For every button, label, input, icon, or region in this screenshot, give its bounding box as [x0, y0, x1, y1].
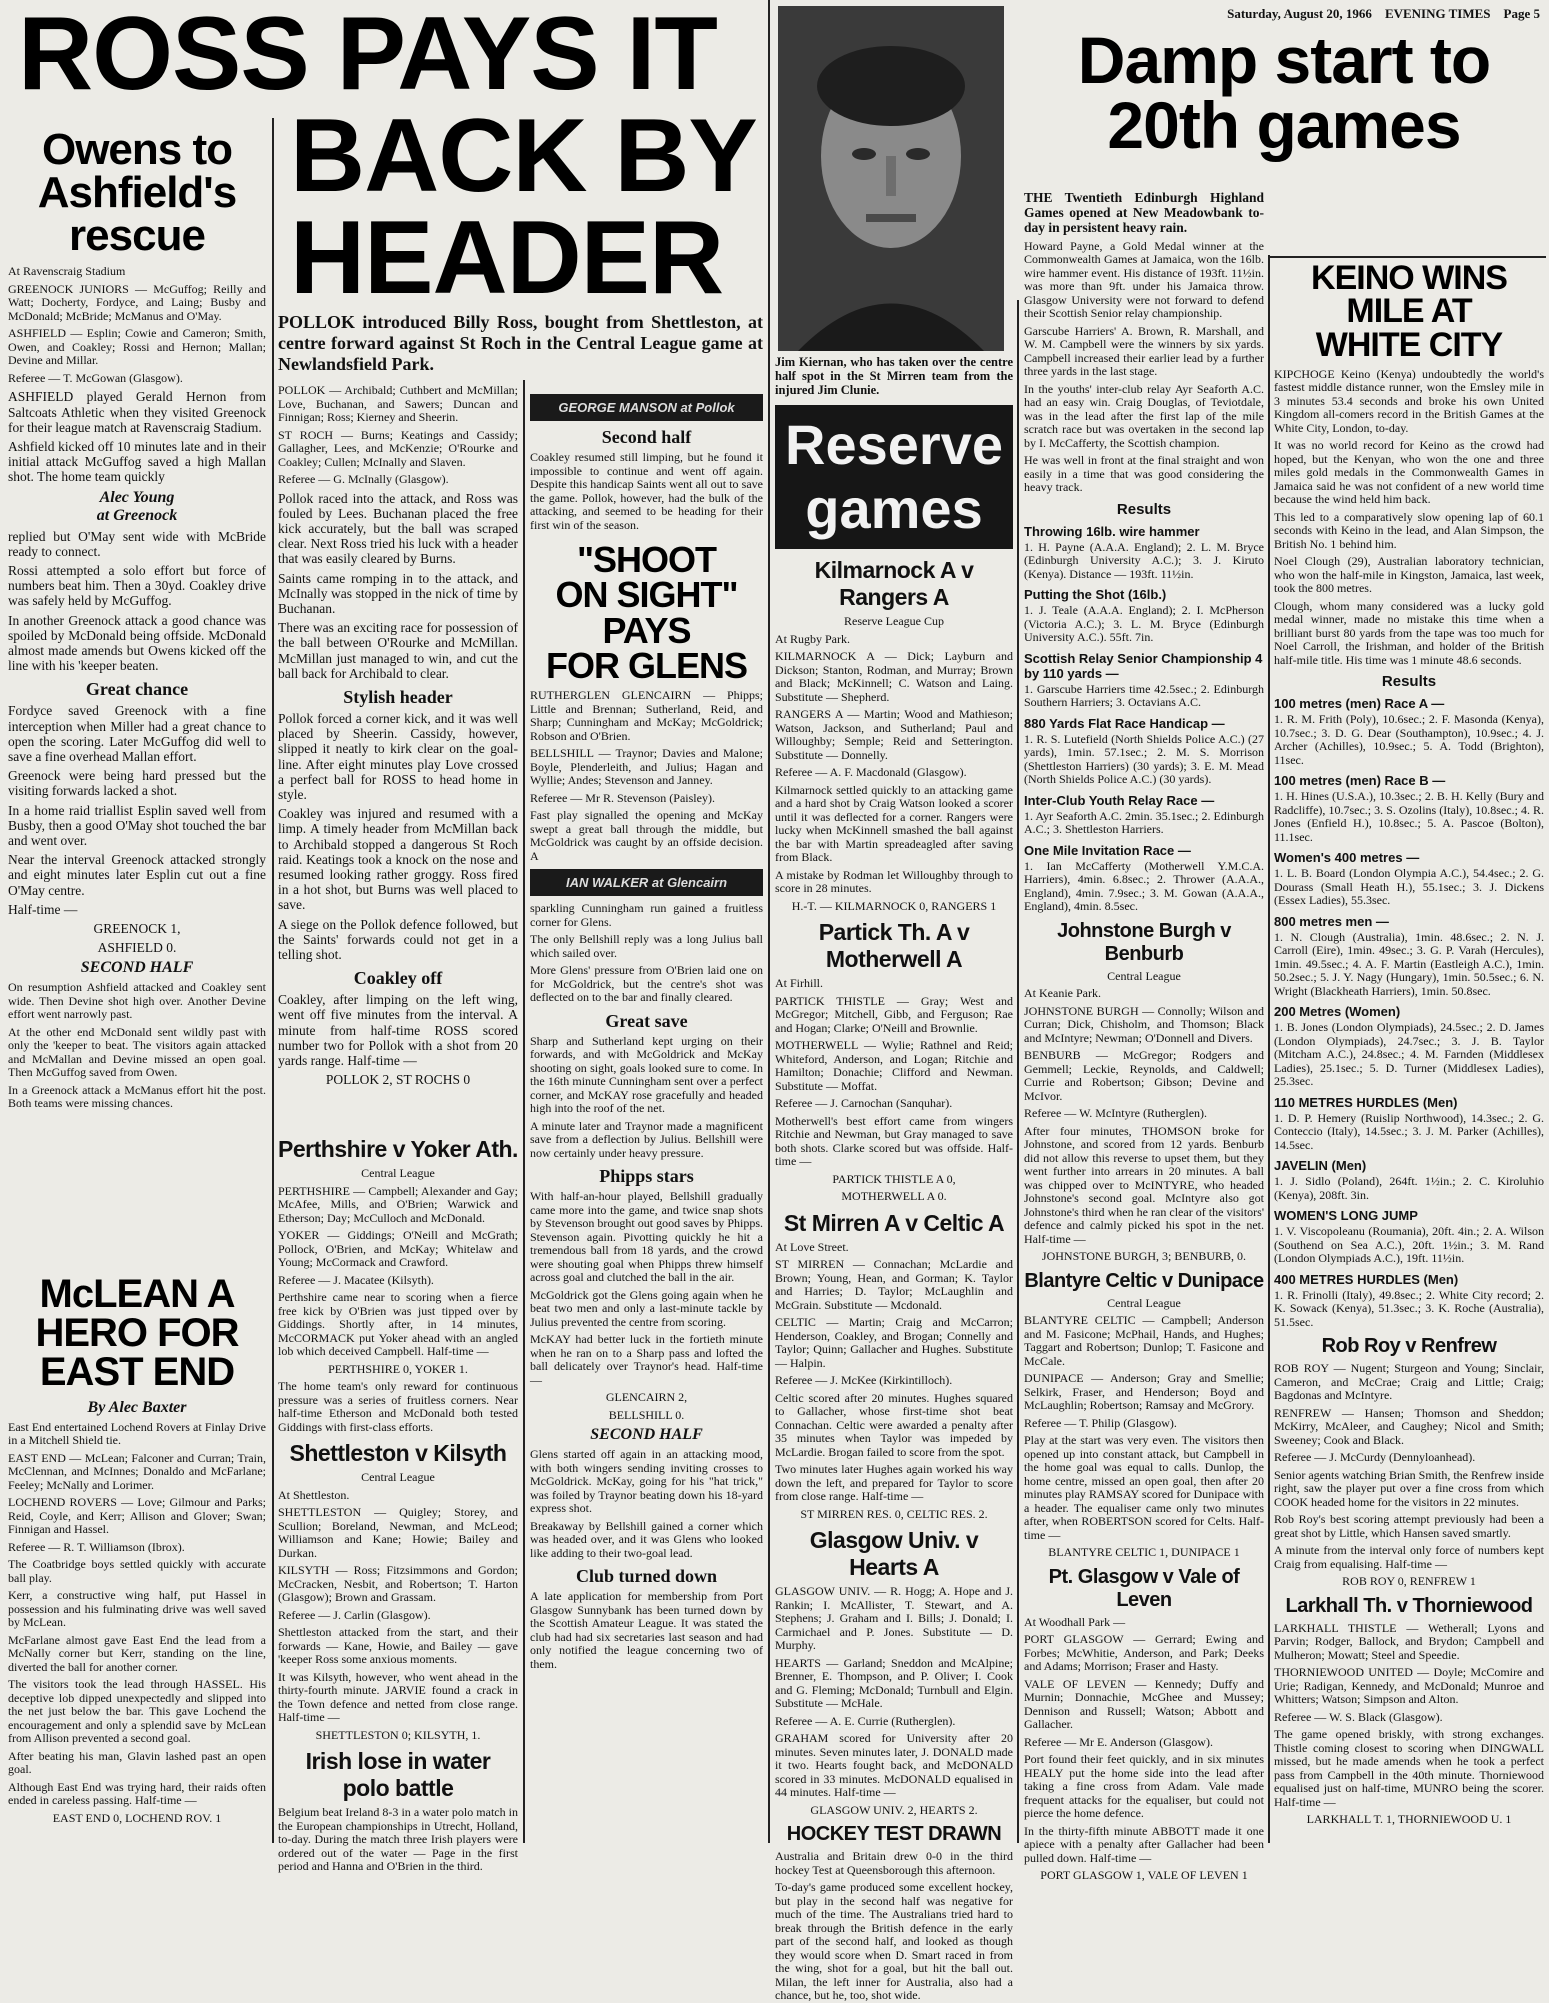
column-rule [1017, 300, 1019, 1843]
main-headline-line-1: ROSS PAYS IT [18, 0, 717, 112]
manson-para: Coakley resumed still limping, but he found it impossible to continue and went off again. Despite this handicap Saints went all out to save the game. Pollok, however, had the bulk of the attacking, and seemed to be heading for their first win of the season. [530, 450, 763, 532]
kilmarnock-dateline: At Rugby Park. [775, 631, 850, 646]
glasgowuniv-team-2: HEARTS — Garland; Sneddon and McAlpine; Brenner, E. Thompson, and P. Oliver; I. Cook and G. Fleming; McDonald; Turnbull and Elgin. Substitute — McHale. [775, 1655, 1013, 1710]
column-5 [1024, 190, 1264, 1883]
keino-para: Clough, whom many considered was a lucky gold medal winner, made no mistake this time when a brilliant burst 80 yards from the tape was too much for Noel Carroll, the Irishman, and holder of the British half-mile title. His time was 1 minute 48.6 seconds. [1274, 598, 1544, 667]
partick-team-2: MOTHERWELL — Wylie; Rathnel and Reid; Whiteford, Anderson, and Logan; Ritchie and Hamilton; Donachie; Clifford and Newman. Substitute — Moffat. [775, 1038, 1013, 1093]
keino-para: It was no world record for Keino as the crowd had hoped, but the Kenyan, who won the one and three miles gold medals in the Commonwealth Games in Jamaica said he was not confident of a new world time because the wind held him back. [1274, 438, 1544, 507]
damp-results-list [1024, 524, 1264, 914]
mclean-headline-2: HERO FOR [35, 1311, 239, 1356]
shoot-score-1: GLENCAIRN 2, [605, 1390, 688, 1405]
kilmarnock-referee: Referee — A. F. Macdonald (Glasgow). [775, 765, 967, 779]
player-photo [778, 6, 1004, 351]
shettleston-para: It was Kilsyth, however, who went ahead in the thirty-fourth minute. JARVIE found a crack in the Town defence and netted from close range. Half-time — [278, 1669, 518, 1724]
pollok-referee: Referee — G. McInally (Glasgow). [278, 472, 449, 486]
keino-result-event: 200 Metres (Women) [1274, 1004, 1401, 1020]
robroy-para: Senior agents watching Brian Smith, the Renfrew inside right, saw the player put over a fine cross from which COOK headed home for the visitors in 22 minutes. [1274, 1467, 1544, 1509]
mclean-para: Although East End was trying hard, their raids often ended in careless passing. Half-time — [8, 1779, 266, 1808]
shettleston-team-1: SHETTLESTON — Quigley; Storey, and Scullion; Boreland, Newman, and McLeod; Williamson and Kane; Howie; Bailey and Durkan. [278, 1505, 518, 1560]
masthead-paper: EVENING TIMES [1384, 6, 1491, 21]
keino-result-event: 800 metres men — [1274, 913, 1389, 929]
keino-result-text: 1. J. Sidlo (Poland), 264ft. 1½in.; 2. C. Kiroluhio (Kenya), 208ft. 3in. [1274, 1174, 1544, 1202]
owens-score-ht-2: ASHFIELD 0. [97, 940, 177, 956]
johnstone-head: Johnstone Burgh v Benburb [1057, 919, 1231, 965]
mclean-article [8, 1272, 266, 1840]
damp-headline-2: 20th games [1107, 87, 1461, 162]
shoot-second-half: SECOND HALF [590, 1426, 703, 1444]
kilmarnock-league: Reserve League Cup [844, 614, 944, 628]
shoot-para: Glens started off again in an attacking mood, with both wingers sending inviting crosses to McGoldrick. McKay, going for his "hat trick," was foiled by Traynor beating down his 18-yard express shot. [530, 1447, 763, 1516]
club-crosshead: Club turned down [575, 1566, 718, 1587]
blantyre-score: BLANTYRE CELTIC 1, DUNIPACE 1 [1048, 1545, 1240, 1560]
pollok-para: Pollok raced into the attack, and Ross was fouled by Lees. Buchanan placed the free kick accurately, but the ball was scraped clear. Next Ross tried his luck with a header that was easily cleared by Burns. [278, 490, 518, 567]
johnstone-league: Central League [1107, 968, 1181, 983]
mclean-para: The Coatbridge boys settled quickly with accurate ball play. [8, 1557, 266, 1585]
glasgowuniv-referee: Referee — A. E. Currie (Rutherglen). [775, 1713, 956, 1728]
johnstone-dateline: At Keanie Park. [1024, 986, 1101, 1001]
keino-result-event: 400 METRES HURDLES (Men) [1274, 1271, 1459, 1287]
irish-head-2: polo battle [342, 1775, 454, 1801]
owens-article [8, 125, 266, 1268]
keino-headline-2: MILE AT [1346, 292, 1472, 331]
mclean-team-2: LOCHEND ROVERS — Love; Gilmour and Parks; Reid, Coyle, and Kerr; Allison and Glover; Swan; Finnigan and Hassel. [8, 1495, 266, 1537]
pollok-team-2: ST ROCH — Burns; Keatings and Cassidy; Gallagher, Lees, and McKenzie; O'Rourke and Coakley; Cullen; McInally and Slaven. [278, 427, 518, 469]
damp-results-head: Results [1116, 500, 1172, 518]
keino-result-text: 1. L. B. Board (London Olympia A.C.), 54.4sec.; 2. G. Dourass (Small Heath H.), 55.1sec.; 3. J. Dickens (Essex Ladies), 55.3sec. [1274, 866, 1544, 908]
shettleston-para: Shettleston attacked from the start, and their forwards — Kane, Howie, and Bailey — gave 'keeper Ross some anxious moments. [278, 1625, 518, 1666]
owens-crosshead: Great chance [85, 679, 189, 700]
robroy-score: ROB ROY 0, RENFREW 1 [1342, 1574, 1476, 1589]
partick-head: Partick Th. A v Motherwell A [818, 919, 970, 972]
keino-para: Noel Clough (29), Australian laboratory technician, who won the half-mile in Kingston, Jamaica, last week, took the 800 metres. [1274, 554, 1544, 596]
damp-result-text: 1. J. Teale (A.A.A. England); 2. I. McPherson (Victoria A.C.); 3. L. M. Bryce (Edinburgh University A.C.). 55ft. 7in. [1024, 603, 1264, 645]
perthshire-league: Central League [361, 1166, 435, 1180]
stmirren-team-1: ST MIRREN — Connachan; McLardie and Brown; Young, Hean, and Gorman; K. Taylor and Harries; D. Taylor; McLaughlin and McGrain. Substitute — Mcdonald. [775, 1257, 1013, 1312]
shoot-para: Breakaway by Bellshill gained a corner which was headed over, and it was Glens who looked like adding to their two-goal lead. [530, 1518, 763, 1560]
perthshire-team-2: YOKER — Giddings; O'Neill and McGrath; Pollock, O'Brien, and McKay; Whitelaw and Young; McCormack and Crawford. [278, 1228, 518, 1269]
kilmarnock-para: Kilmarnock settled quickly to an attacking game and a hard shot by Craig Watson looked a scorer until it was deflected for a corner. Rangers were lucky when McKinnell smashed the ball against the bar with Martin spreadeagled after saving from Black. [775, 782, 1013, 864]
damp-result-text: 1. H. Payne (A.A.A. England); 2. L. M. Bryce (Edinburgh University A.C.); 3. J. Kiruto (Kenya). Distance — 193ft. 11½in. [1024, 539, 1264, 581]
owens-para: On resumption Ashfield attacked and Coakley sent wide. Then Devine shot high over. Another Devine effort went narrowly past. [8, 980, 266, 1022]
ptglasgow-team-1: PORT GLASGOW — Gerrard; Ewing and Forbes; McWhitie, Anderson, and Park; Deeks and Adams; Morrison; Fraser and Hasty. [1024, 1632, 1264, 1674]
mclean-para: McFarlane almost gave East End the lead from a McNally corner but Kerr, standing on the line, diverted the ball for another corner. [8, 1632, 266, 1674]
ptglasgow-para: In the thirty-fifth minute ABBOTT made it one apiece with a penalty after Gallacher had been pulled down. Half-time — [1024, 1823, 1264, 1865]
mclean-para: The visitors took the lead through HASSEL. His deceptive lob dipped unexpectedly and slipped into the net just below the bar. This gave Lochend the encouragement and only a splendid save by McLean from Allison prevented a second goal. [8, 1677, 266, 1746]
robroy-team-1: ROB ROY — Nugent; Sturgeon and Young; Sinclair, Cameron, and McCrae; Craig and Little; Craig; Bagdonas and McIntyre. [1274, 1361, 1544, 1403]
blantyre-team-1: BLANTYRE CELTIC — Campbell; Anderson and M. Fasicone; McPhail, Hands, and Hughes; Taggart and Robertson; Dunlop; T. Fasicone and McCale. [1024, 1313, 1264, 1368]
perthshire-para: Perthshire came near to scoring when a fierce free kick by O'Brien was just tipped over by Giddings. Shortly after, in 14 minutes, McCORMACK put Yoker ahead with an angled lob which deceived Campbell. Half-time — [278, 1290, 518, 1358]
shoot-para: More Glens' pressure from O'Brien laid one on for McGoldrick, but the centre's shot was deflected on to the bar and finally cleared. [530, 963, 763, 1005]
owens-referee: Referee — T. McGowan (Glasgow). [8, 370, 183, 385]
owens-team-1: GREENOCK JUNIORS — McGuffog; Reilly and Watt; Docherty, Fordyce, and Laing; Busby and McDonald; McBride; McManus and O'May. [8, 281, 266, 323]
shoot-headline-1: "SHOOT [576, 539, 717, 580]
club-para: A late application for membership from Port Glasgow Sunnybank has been turned down by the Scottish Amateur League. It was stated the club had had six secretaries last season and had only notified the league concerning two of them. [530, 1589, 763, 1671]
owens-para: In another Greenock attack a good chance was spoiled by McDonald being offside. McDonald almost made amends but Owens kicked off the line with his 'keeper beaten. [8, 612, 266, 674]
masthead-page: Page 5 [1503, 6, 1540, 21]
column-2-lower [278, 1130, 518, 1873]
mclean-para: Kerr, a constructive wing half, put Hassel in possession and his fulminating drive was well saved by McLean. [8, 1588, 266, 1630]
johnstone-team-1: JOHNSTONE BURGH — Connolly; Wilson and Curran; Dick, Chisholm, and Thomson; Black and McIntyre; Newman; O'Donnell and Divers. [1024, 1003, 1264, 1045]
pollok-para: Pollok forced a corner kick, and it was well placed by Sheerin. Cassidy, however, slipped it neatly to kirk clear on the goal-line. After eight minutes play Love crossed a perfect ball for ROSS to head home in style. [278, 710, 518, 802]
keino-result-text: 1. D. P. Hemery (Ruislip Northwood), 14.3sec.; 2. G. Conteccio (Italy), 14.5sec.; 3. J. M. Parker (Achilles), 14.5sec. [1274, 1110, 1544, 1152]
column-rule [523, 380, 525, 1843]
kilmarnock-team-2: RANGERS A — Martin; Wood and Mathieson; Watson, Jackson, and Sutherland; Paul and Willoughby; Semple; Reid and Setterington. Substitute — Donnelly. [775, 707, 1013, 762]
damp-headline-1: Damp start to [1077, 23, 1491, 97]
damp-result-event: Putting the Shot (16lb.) [1024, 587, 1167, 603]
damp-para: THE Twentieth Edinburgh Highland Games opened at New Meadowbank to-day in persistent heavy rain. [1024, 190, 1264, 236]
pollok-para: There was an exciting race for possession of the ball between O'Rourke and McMillan. McMillan just managed to win, and cut the ball back for Archibald to clear. [278, 620, 518, 681]
owens-team-2: ASHFIELD — Esplin; Cowie and Cameron; Smith, Owen, and Coakley; Rossi and Hernon; Mallan; Devine and Millar. [8, 326, 266, 368]
blantyre-head: Blantyre Celtic v Dunipace [1024, 1269, 1264, 1292]
keino-result-event: 100 metres (men) Race B — [1274, 773, 1446, 789]
damp-result-event: Scottish Relay Senior Championship 4 by 110 yards — [1024, 650, 1263, 681]
mclean-intro: East End entertained Lochend Rovers at Finlay Drive in a Mitchell Shield tie. [8, 1419, 266, 1448]
pollok-intro-text: POLLOK introduced Billy Ross, bought from Shettleston, at centre forward against St Roch in the Central League game at Newlandsfield Park. [278, 312, 763, 374]
reserve-line-2: games [805, 477, 983, 540]
kilmarnock-head: Kilmarnock A v Rangers A [814, 557, 974, 610]
mclean-score: EAST END 0, LOCHEND ROV. 1 [52, 1810, 222, 1825]
damp-result-text: 1. Garscube Harriers time 42.5sec.; 2. Edinburgh Southern Harriers; 3. Octavians A.C. [1024, 681, 1264, 710]
owens-headline-3: rescue [69, 211, 205, 261]
shoot-para: Sharp and Sutherland kept urging on their forwards, and with McGoldrick and McKay shooting on sight, goals looked sure to come. In the 16th minute Cunningham sent over a perfect corner, and McKAY rose gracefully and headed high into the roof of the net. [530, 1033, 763, 1116]
keino-result-text: 1. R. Frinolli (Italy), 49.8sec.; 2. White City record; 2. K. Sowack (Kenya), 51.3sec.; 3. K. Roche (Australia), 51.5sec. [1274, 1287, 1544, 1329]
damp-result-text: 1. Ayr Seaforth A.C. 2min. 35.1sec.; 2. Edinburgh A.C.; 3. Shettleston Harriers. [1024, 808, 1264, 837]
glasgowuniv-team-1: GLASGOW UNIV. — R. Hogg; A. Hope and J. Rankin; I. McAllister, T. Stewart, and A. Stephens; J. Graham and I. Bills; J. Donald; I. Carmichael and P. Jones. Substitute — D. Murphy. [775, 1584, 1013, 1652]
mclean-para: After beating his man, Glavin lashed past an open goal. [8, 1748, 266, 1777]
masthead-line [1022, 6, 1540, 22]
shoot-para: Fast play signalled the opening and McKay swept a great ball through the middle, but McGoldrick was caught by an offside decision. A [530, 808, 763, 863]
shettleston-head: Shettleston v Kilsyth [289, 1440, 507, 1466]
ptglasgow-team-2: VALE OF LEVEN — Kennedy; Duffy and Murnin; Donnachie, McGhee and Mussey; Dennison and Russell; Watson; Abbott and Gallacher. [1024, 1676, 1264, 1732]
reserve-games-banner [775, 405, 1013, 549]
larkhall-head: Larkhall Th. v Thorniewood [1285, 1594, 1533, 1617]
robroy-team-2: RENFREW — Hansen; Thomson and Sheddon; McKirry, McAleer, and Caughey; Nicol and Smith; Sweeney; Cook and Black. [1274, 1405, 1544, 1447]
irish-head-1: Irish lose in water [305, 1748, 491, 1774]
pollok-para: Saints came romping in to the attack, and McInally was stopped in the nick of time by Buchanan. [278, 570, 518, 616]
shettleston-referee: Referee — J. Carlin (Glasgow). [278, 1607, 431, 1622]
shettleston-league: Central League [361, 1470, 435, 1484]
player-portrait-icon [778, 6, 1004, 351]
larkhall-team-2: THORNIEWOOD UNITED — Doyle; McComire and Urie; Radigan, Kennedy, and McDonald; Munroe and Whitters; Watson; Simpson and Alton. [1274, 1665, 1544, 1707]
mclean-headline-1: McLEAN A [39, 1272, 235, 1316]
blantyre-team-2: DUNIPACE — Anderson; Gray and Smellie; Selkirk, Fraser, and Henderson; Boyd and McLaughlin; Robertson; Ramsay and McGrory. [1024, 1371, 1264, 1413]
johnstone-para: After four minutes, THOMSON broke for Johnstone, and scored from 12 yards. Benburb did not allow this reverse to upset them, but they went further into arrears in 20 minutes. A ball was chipped over to McINTYRE, who headed Johnstone's second goal. McIntyre also got Johnstone's third when he ran clear of the visitors' defence and calmly picked his spot in the net. Half-time — [1024, 1123, 1264, 1246]
partick-score-1: PARTICK THISTLE A 0, [832, 1171, 956, 1186]
perthshire-team-1: PERTHSHIRE — Campbell; Alexander and Gay; McAfee, Mills, and O'Brien; Warwick and Etherson; Day; McCulloch and McDonald. [278, 1183, 518, 1225]
hockey-para: To-day's game produced some excellent hockey, but play in the second half was negative for much of the time. The Australians tried hard to break through the British defence in the early part of the second half, and looked as though they would score when D. Smart raced in from the wing, shot for a goal, but hit the ball out. Milan, the left inner for Australia, also had a chance, but he, too, shot wide. [775, 1880, 1013, 2002]
owens-para: Ashfield kicked off 10 minutes late and in their initial attack McGuffog saved a high Mallan shot. The home team quickly [8, 438, 266, 485]
shoot-score-2: BELLSHILL 0. [608, 1407, 685, 1422]
mclean-headline-3: EAST END [39, 1350, 235, 1395]
mclean-referee: Referee — R. T. Williamson (Ibrox). [8, 1539, 185, 1554]
damp-para: In the youths' inter-club relay Ayr Seaforth A.C. had an easy win. Craig Douglas, of Teviotdale, was in the lead after the first lap of the mile scratch race but was overtaken in the second lap by I. McCafferty, the Scottish champion. [1024, 381, 1264, 450]
larkhall-referee: Referee — W. S. Black (Glasgow). [1274, 1709, 1443, 1724]
pollok-intro [278, 312, 763, 380]
keino-para: This led to a comparatively slow opening lap of 60.1 seconds with Keino in the lead, and Alan Simpson, the British No. 1 behind him. [1274, 509, 1544, 551]
keino-result-event: 110 METRES HURDLES (Men) [1274, 1094, 1458, 1110]
photo-caption: Jim Kiernan, who has taken over the centre half spot in the St Mirren team from the injured Jim Clunie. [775, 355, 1013, 397]
larkhall-score: LARKHALL T. 1, THORNIEWOOD U. 1 [1306, 1812, 1512, 1827]
owens-byline-1: Alec Young [99, 488, 175, 506]
stmirren-referee: Referee — J. McKee (Kirkintilloch). [775, 1373, 953, 1387]
column-rule [1268, 255, 1270, 1843]
shettleston-dateline: At Shettleston. [278, 1487, 350, 1502]
column-6 [1274, 259, 1544, 1840]
main-headline-line-3: HEADER [290, 199, 724, 316]
owens-para: In a Greenock attack a McManus effort hit the post. Both teams were missing chances. [8, 1082, 266, 1111]
perthshire-score: PERTHSHIRE 0, YOKER 1. [328, 1361, 468, 1376]
partick-para: Motherwell's best effort came from wingers Ritchie and Newman, but Gray managed to save both shots. Clarke scored but was offside. Half-time — [775, 1113, 1013, 1168]
johnstone-score: JOHNSTONE BURGH, 3; BENBURB, 0. [1041, 1249, 1247, 1264]
pollok-team-1: POLLOK — Archibald; Cuthbert and McMillan; Love, Buchanan, and Sawers; Duncan and Finnigan; Ross; Kierney and Sheerin. [278, 383, 518, 424]
shoot-crosshead-1: Great save [605, 1010, 688, 1031]
stmirren-score: ST MIRREN RES. 0, CELTIC RES. 2. [800, 1506, 988, 1521]
irish-para: Belgium beat Ireland 8-3 in a water polo match in the European championships in Utrecht, Holland, to-day. During the match three Irish players were ordered out of the water — Page in the first period and Hanna and O'Brien in the third. [278, 1805, 518, 1873]
ptglasgow-head: Pt. Glasgow v Vale of Leven [1048, 1565, 1240, 1611]
mclean-byline: By Alec Baxter [87, 1398, 187, 1416]
main-headline-line-2: BACK BY [290, 97, 757, 214]
damp-result-event: Inter-Club Youth Relay Race — [1024, 792, 1215, 808]
pollok-score: POLLOK 2, ST ROCHS 0 [325, 1072, 471, 1088]
stmirren-head: St Mirren A v Celtic A [783, 1209, 1005, 1236]
pollok-crosshead-2: Coakley off [353, 968, 443, 989]
perthshire-para: The home team's only reward for continuous pressure was a series of fruitless corners. Near half-time Etherson and McDonald both tested Giddings with first-class efforts. [278, 1379, 518, 1434]
owens-para: Near the interval Greenock attacked strongly and eight minutes later Esplin cut out a fine O'May centre. [8, 852, 266, 898]
owens-byline-2: at Greenock [96, 506, 178, 524]
damp-headline [1022, 23, 1546, 188]
shoot-referee: Referee — Mr R. Stevenson (Paisley). [530, 790, 715, 805]
pollok-article [278, 383, 518, 1088]
shoot-para: sparkling Cunningham run gained a fruitless corner for Glens. [530, 901, 763, 929]
keino-result-event: JAVELIN (Men) [1274, 1158, 1367, 1174]
owens-para: replied but O'May sent wide with McBride ready to connect. [8, 528, 266, 559]
owens-para: ASHFIELD played Gerald Hernon from Saltcoats Athletic when they visited Greenock for their league match at Ravenscraig Stadium. [8, 389, 266, 435]
ptglasgow-dateline: At Woodhall Park — [1024, 1614, 1126, 1629]
column-rule [768, 0, 770, 1843]
larkhall-team-1: LARKHALL THISTLE — Wetherall; Lyons and Parvin; Rodger, Ballock, and Brydon; Campbell and Mulheron; Mowatt; Steel and Speedie. [1274, 1620, 1544, 1662]
shoot-headline-2: ON SIGHT" [555, 574, 738, 616]
shettleston-score: SHETTLESTON 0; KILSYTH, 1. [315, 1727, 481, 1742]
pollok-crosshead-1: Stylish header [343, 686, 453, 707]
owens-dateline: At Ravenscraig Stadium [8, 264, 126, 279]
owens-second-half: SECOND HALF [80, 959, 194, 977]
owens-para: Half-time — [8, 901, 78, 917]
stmirren-team-2: CELTIC — Martin; Craig and McCarron; Henderson, Coakley, and Brogan; Connelly and Taylor; Quinn; Gallacher and Hughes. Substitute — Halpin. [775, 1315, 1013, 1370]
shoot-para: The only Bellshill reply was a long Julius ball which sailed over. [530, 932, 763, 960]
kilmarnock-team-1: KILMARNOCK A — Dick; Layburn and Dickson; Stanton, Rodman, and Murray; Brown and Black; McKinnell; C. Watson and Laing. Substitute — Shepherd. [775, 649, 1013, 704]
partick-team-1: PARTICK THISTLE — Gray; West and McGregor; Mitchell, Gibb, and Ferguson; Rae and Hogan; Clarke; O'Neill and Brownlie. [775, 993, 1013, 1035]
keino-result-text: 1. B. Jones (London Olympiads), 24.5sec.; 2. D. James (London Olympiads), 24.7sec.; 3. J. B. Taylor (Mitcham A.C.), 24.8sec.; 4. M. Farnden (Middlesex Ladies), 25.1sec.; 5. D. Turner (Middlesex Ladies), 25.3sec. [1274, 1020, 1544, 1089]
keino-result-event: WOMEN'S LONG JUMP [1274, 1208, 1418, 1224]
damp-para: Garscube Harriers' A. Brown, R. Marshall, and W. M. Campbell were the winners by six yards. Campbell increased their earlier lead by a further three yards in the last stage. [1024, 323, 1264, 379]
shoot-team-1: RUTHERGLEN GLENCAIRN — Phipps; Little and Brennan; Sutherland, Reid, and Sharp; Cunningham and McKay; McGoldrick; Robson and O'Brien. [530, 688, 763, 743]
glasgowuniv-head: Glasgow Univ. v Hearts A [809, 1527, 979, 1580]
author-banner-walker: IAN WALKER at Glencairn [530, 869, 763, 896]
owens-para: In a home raid triallist Esplin saved well from Busby, then a good O'May shot touched the bar and went over. [8, 802, 266, 848]
keino-result-event: 100 metres (men) Race A — [1274, 696, 1445, 712]
perthshire-head: Perthshire v Yoker Ath. [278, 1136, 518, 1162]
robroy-referee: Referee — J. McCurdy (Dennyloanhead). [1274, 1450, 1476, 1465]
reserve-line-1: Reserve [785, 413, 1003, 476]
ptglasgow-score: PORT GLASGOW 1, VALE OF LEVEN 1 [1040, 1868, 1248, 1883]
damp-para: Howard Payne, a Gold Medal winner at the Commonwealth Games at Jamaica, won the 16lb. wire hammer event. His distance of 193ft. 11½in. was more than 9ft. under his Jamaica throw. Glasgow University were not forward to defend their Scottish Senior relay championship. [1024, 238, 1264, 321]
johnstone-team-2: BENBURB — McGregor; Rodgers and Gemmell; Leckie, Reynolds, and Caldwell; Currie and Robertson; Gibson; Devine and McIvor. [1024, 1048, 1264, 1103]
blantyre-referee: Referee — T. Philip (Glasgow). [1024, 1415, 1177, 1430]
blantyre-para: Play at the start was very even. The visitors then opened up into constant attack, but Campbell in the home goal was equal to calls. Dunlop, the home centre, missed an open goal, then after 20 minutes play RAMSAY scored for Dunipace with a header. The equaliser came only two minutes after, when ROBERTSON scored for Celts. Half-time — [1024, 1433, 1264, 1542]
shoot-para: McKAY had better luck in the fortieth minute when he ran on to a Sharp pass and lofted the ball delicately over Traynor's head. Half-time — [530, 1332, 763, 1387]
keino-results-head: Results [1381, 673, 1437, 691]
shoot-para: McGoldrick got the Glens going again when he beat two men and only a last-minute tackle by Julius prevented the centre from scoring. [530, 1287, 763, 1329]
pollok-para: Coakley, after limping on the left wing, went off five minutes from the interval. A minute from half-time ROSS scored number two for Pollok with a shot from 20 yards range. Half-time — [278, 992, 518, 1068]
owens-headline-2: Ashfield's [37, 168, 237, 218]
pollok-para: A siege on the Pollok defence followed, but the Saints' forwards could not get in a telling shot. [278, 916, 518, 962]
masthead-date: Saturday, August 20, 1966 [1227, 6, 1372, 21]
partick-score-2: MOTHERWELL A 0. [841, 1189, 947, 1203]
keino-result-text: 1. H. Hines (U.S.A.), 10.3sec.; 2. B. H. Kelly (Bury and Radcliffe), 10.7sec.; 3. S. Ozolins (Italy), 10.8sec.; 4. R. Jones (Enfield H.), 10.8sec.; 5. A. Pascoe (Bolton), 11.1sec. [1274, 789, 1544, 844]
kilmarnock-para: A mistake by Rodman let Willoughby through to score in 28 minutes. [775, 867, 1013, 895]
keino-results-list [1274, 696, 1544, 1329]
damp-result-event: One Mile Invitation Race — [1024, 842, 1191, 858]
author-banner-manson: GEORGE MANSON at Pollok [530, 394, 763, 421]
johnstone-referee: Referee — W. McIntyre (Rutherglen). [1024, 1106, 1208, 1121]
pollok-para: Coakley was injured and resumed with a limp. A timely header from McMillan back to Archibald stopped a dangerous St Roch raid. Keatings took a knock on the nose and resumed looking rather groggy. Ross fired in a hot shot, but Burns was well placed to save. [278, 806, 518, 913]
ptglasgow-referee: Referee — Mr E. Anderson (Glasgow). [1024, 1734, 1213, 1749]
owens-para: Fordyce saved Greenock with a fine interception when Miller had a great chance to open the scoring. Later McGuffog did well to save a fine overhead Mallan effort. [8, 703, 266, 764]
damp-result-text: 1. R. S. Lutefield (North Shields Police A.C.) (27 yards), 1min. 57.1sec.; 2. M. S. Morrison (Shettleston Harriers) (30 yards); 3. E. M. Mead (North Shields Police A.C.) (30 yards). [1024, 731, 1264, 787]
owens-para: Rossi attempted a solo effort but force of numbers beat him. Then a 30yd. Coakley drive was safely held by McGuffog. [8, 562, 266, 609]
blantyre-league: Central League [1107, 1295, 1181, 1310]
robroy-para: A minute from the interval only force of numbers kept Craig from equalising. Half-time — [1274, 1543, 1544, 1571]
stmirren-para: Celtic scored after 20 minutes. Hughes squared to Gallacher, whose first-time shot beat Connachan. Celtic were awarded a penalty after 35 minutes when Taylor was impeded by McLardie. Brogan failed to score from the spot. [775, 1390, 1013, 1459]
glasgowuniv-score: GLASGOW UNIV. 2, HEARTS 2. [810, 1802, 978, 1817]
keino-headline-3: WHITE CITY [1315, 325, 1503, 364]
keino-para: KIPCHOGE Keino (Kenya) undoubtedly the world's fastest middle distance runner, won the Emsley mile in 3 minutes 53.4 seconds and broke his own United Kingdom all-comers record in the British Games at the White City, London, to-day. [1274, 366, 1544, 435]
keino-result-event: Women's 400 metres — [1274, 850, 1420, 866]
damp-result-text: 1. Ian McCafferty (Motherwell Y.M.C.A. Harriers), 4min. 6.8sec.; 2. Thrower (A.A.A., England), 4min. 7.9sec.; 3. M. Gowan (A.A.A., England), 4min. 8.5sec. [1024, 858, 1264, 914]
shoot-team-2: BELLSHILL — Traynor; Davies and Malone; Boyle, Plenderleith, and Julius; Hagan and Wyllie; Andes; Stevenson and Janney. [530, 746, 763, 788]
keino-result-text: 1. R. M. Frith (Poly), 10.6sec.; 2. F. Masonda (Kenya), 10.7sec.; 3. D. G. Dear (Southampton), 10.9sec.; 4. J. Archer (Achilles), 10.9sec.; 5. A. Todd (Brighton), 11sec. [1274, 712, 1544, 767]
kilmarnock-score: H.-T. — KILMARNOCK 0, RANGERS 1 [791, 898, 997, 913]
hockey-head: HOCKEY TEST DRAWN [786, 1823, 1002, 1845]
damp-para: He was well in front at the final straight and won easily in a time that was good considering the heavy track. [1024, 453, 1264, 495]
robroy-para: Rob Roy's best scoring attempt previously had been a great shot by Little, which Hansen saved smartly. [1274, 1512, 1544, 1540]
larkhall-para: The game opened briskly, with strong exchanges. Thistle coming closest to scoring when DINGWALL missed, but he made amends when he took a perfect pass from Campbell in the 40th minute. Thorniewood equalised just on half-time, MUNRO being the scorer. Half-time — [1274, 1727, 1544, 1809]
glens-article [530, 388, 763, 1840]
manson-crosshead: Second half [601, 427, 692, 447]
stmirren-para: Two minutes later Hughes again worked his way down the left, and prepared for Taylor to score from close range. Half-time — [775, 1462, 1013, 1503]
shettleston-team-2: KILSYTH — Ross; Fitzsimmons and Gordon; McCracken, Nesbit, and Robertson; T. Harton (Glasgow); Brown and Grassam. [278, 1563, 518, 1604]
robroy-head: Rob Roy v Renfrew [1321, 1335, 1497, 1358]
shoot-para: With half-an-hour played, Bellshill gradually came more into the game, and twice snap shots by Stevenson brought out good saves by Phipps. Stevenson again. Pivotting quickly he hit a tremendous ball from 18 yards, and the crowd were shouting goal when Phipps threw himself across goal and clutched the ball in the air. [530, 1189, 763, 1285]
owens-headline-1: Owens to [41, 125, 233, 174]
stmirren-dateline: At Love Street. [775, 1239, 849, 1254]
perthshire-referee: Referee — J. Macatee (Kilsyth). [278, 1272, 434, 1287]
damp-result-event: Throwing 16lb. wire hammer [1024, 523, 1200, 539]
keino-headline-1: KEINO WINS [1311, 259, 1507, 297]
damp-result-event: 880 Yards Flat Race Handicap — [1024, 715, 1225, 731]
shoot-crosshead-2: Phipps stars [599, 1166, 694, 1187]
owens-score-ht-1: GREENOCK 1, [93, 921, 181, 937]
owens-para: Greenock were being hard pressed but the visiting forwards lacked a shot. [8, 768, 266, 799]
ptglasgow-para: Port found their feet quickly, and in six minutes HEALY put the home side into the lead after taking a fine cross from Adam. Vale made frequent attacks for the equaliser, but could not pierce the home defence. [1024, 1752, 1264, 1821]
keino-result-text: 1. V. Viscopoleanu (Roumania), 20ft. 4in.; 2. A. Wilson (Southend on Sea A.C.), 20ft. 1½in.; 3. M. Rand (London Olympiads A.C.), 19ft. 11½in. [1274, 1224, 1544, 1266]
shoot-para: A minute later and Traynor made a magnificent save from a deflection by Julius. Bellshill were now certainly under heavy pressure. [530, 1118, 763, 1160]
mclean-team-1: EAST END — McLean; Falconer and Curran; Train, McClennan, and McInnes; Donaldo and McFarlane; Feeley; McNally and Lorimer. [8, 1450, 266, 1492]
shoot-headline-4: FOR GLENS [545, 644, 747, 686]
keino-result-text: 1. N. Clough (Australia), 1min. 48.6sec.; 2. N. J. Carroll (Eire), 1min. 49sec.; 3. G. P. Varah (Hercules), 1min. 49.5sec.; 4. A. F. Martin (Eastleigh A.C.), 1min. 50.2sec.; 5. J. Y. Nagy (Hungary), 1min. 50.5sec.; 6. N. Wright (Blackheath Harriers), 1min. 50.8sec. [1274, 929, 1544, 998]
hockey-para: Australia and Britain drew 0-0 in the third hockey Test at Queensborough this afternoon. [775, 1849, 1013, 1877]
partick-referee: Referee — J. Carnochan (Sanquhar). [775, 1096, 953, 1110]
keino-box-top [1270, 256, 1546, 258]
partick-dateline: At Firhill. [775, 976, 824, 990]
owens-para: At the other end McDonald sent wildly past with only the 'keeper to beat. The visitors again attacked and McMallan and Devine missed an open goal. Then McGuffog saved from Owen. [8, 1024, 266, 1080]
column-4 [775, 6, 1013, 2002]
shoot-headline-3: PAYS [602, 609, 691, 651]
glasgowuniv-para: GRAHAM scored for University after 20 minutes. Seven minutes later, J. DONALD made it two. Hearts fought back, and McDONALD scored in 33 minutes. McDONALD equalised in 44 minutes. Half-time — [775, 1731, 1013, 1799]
